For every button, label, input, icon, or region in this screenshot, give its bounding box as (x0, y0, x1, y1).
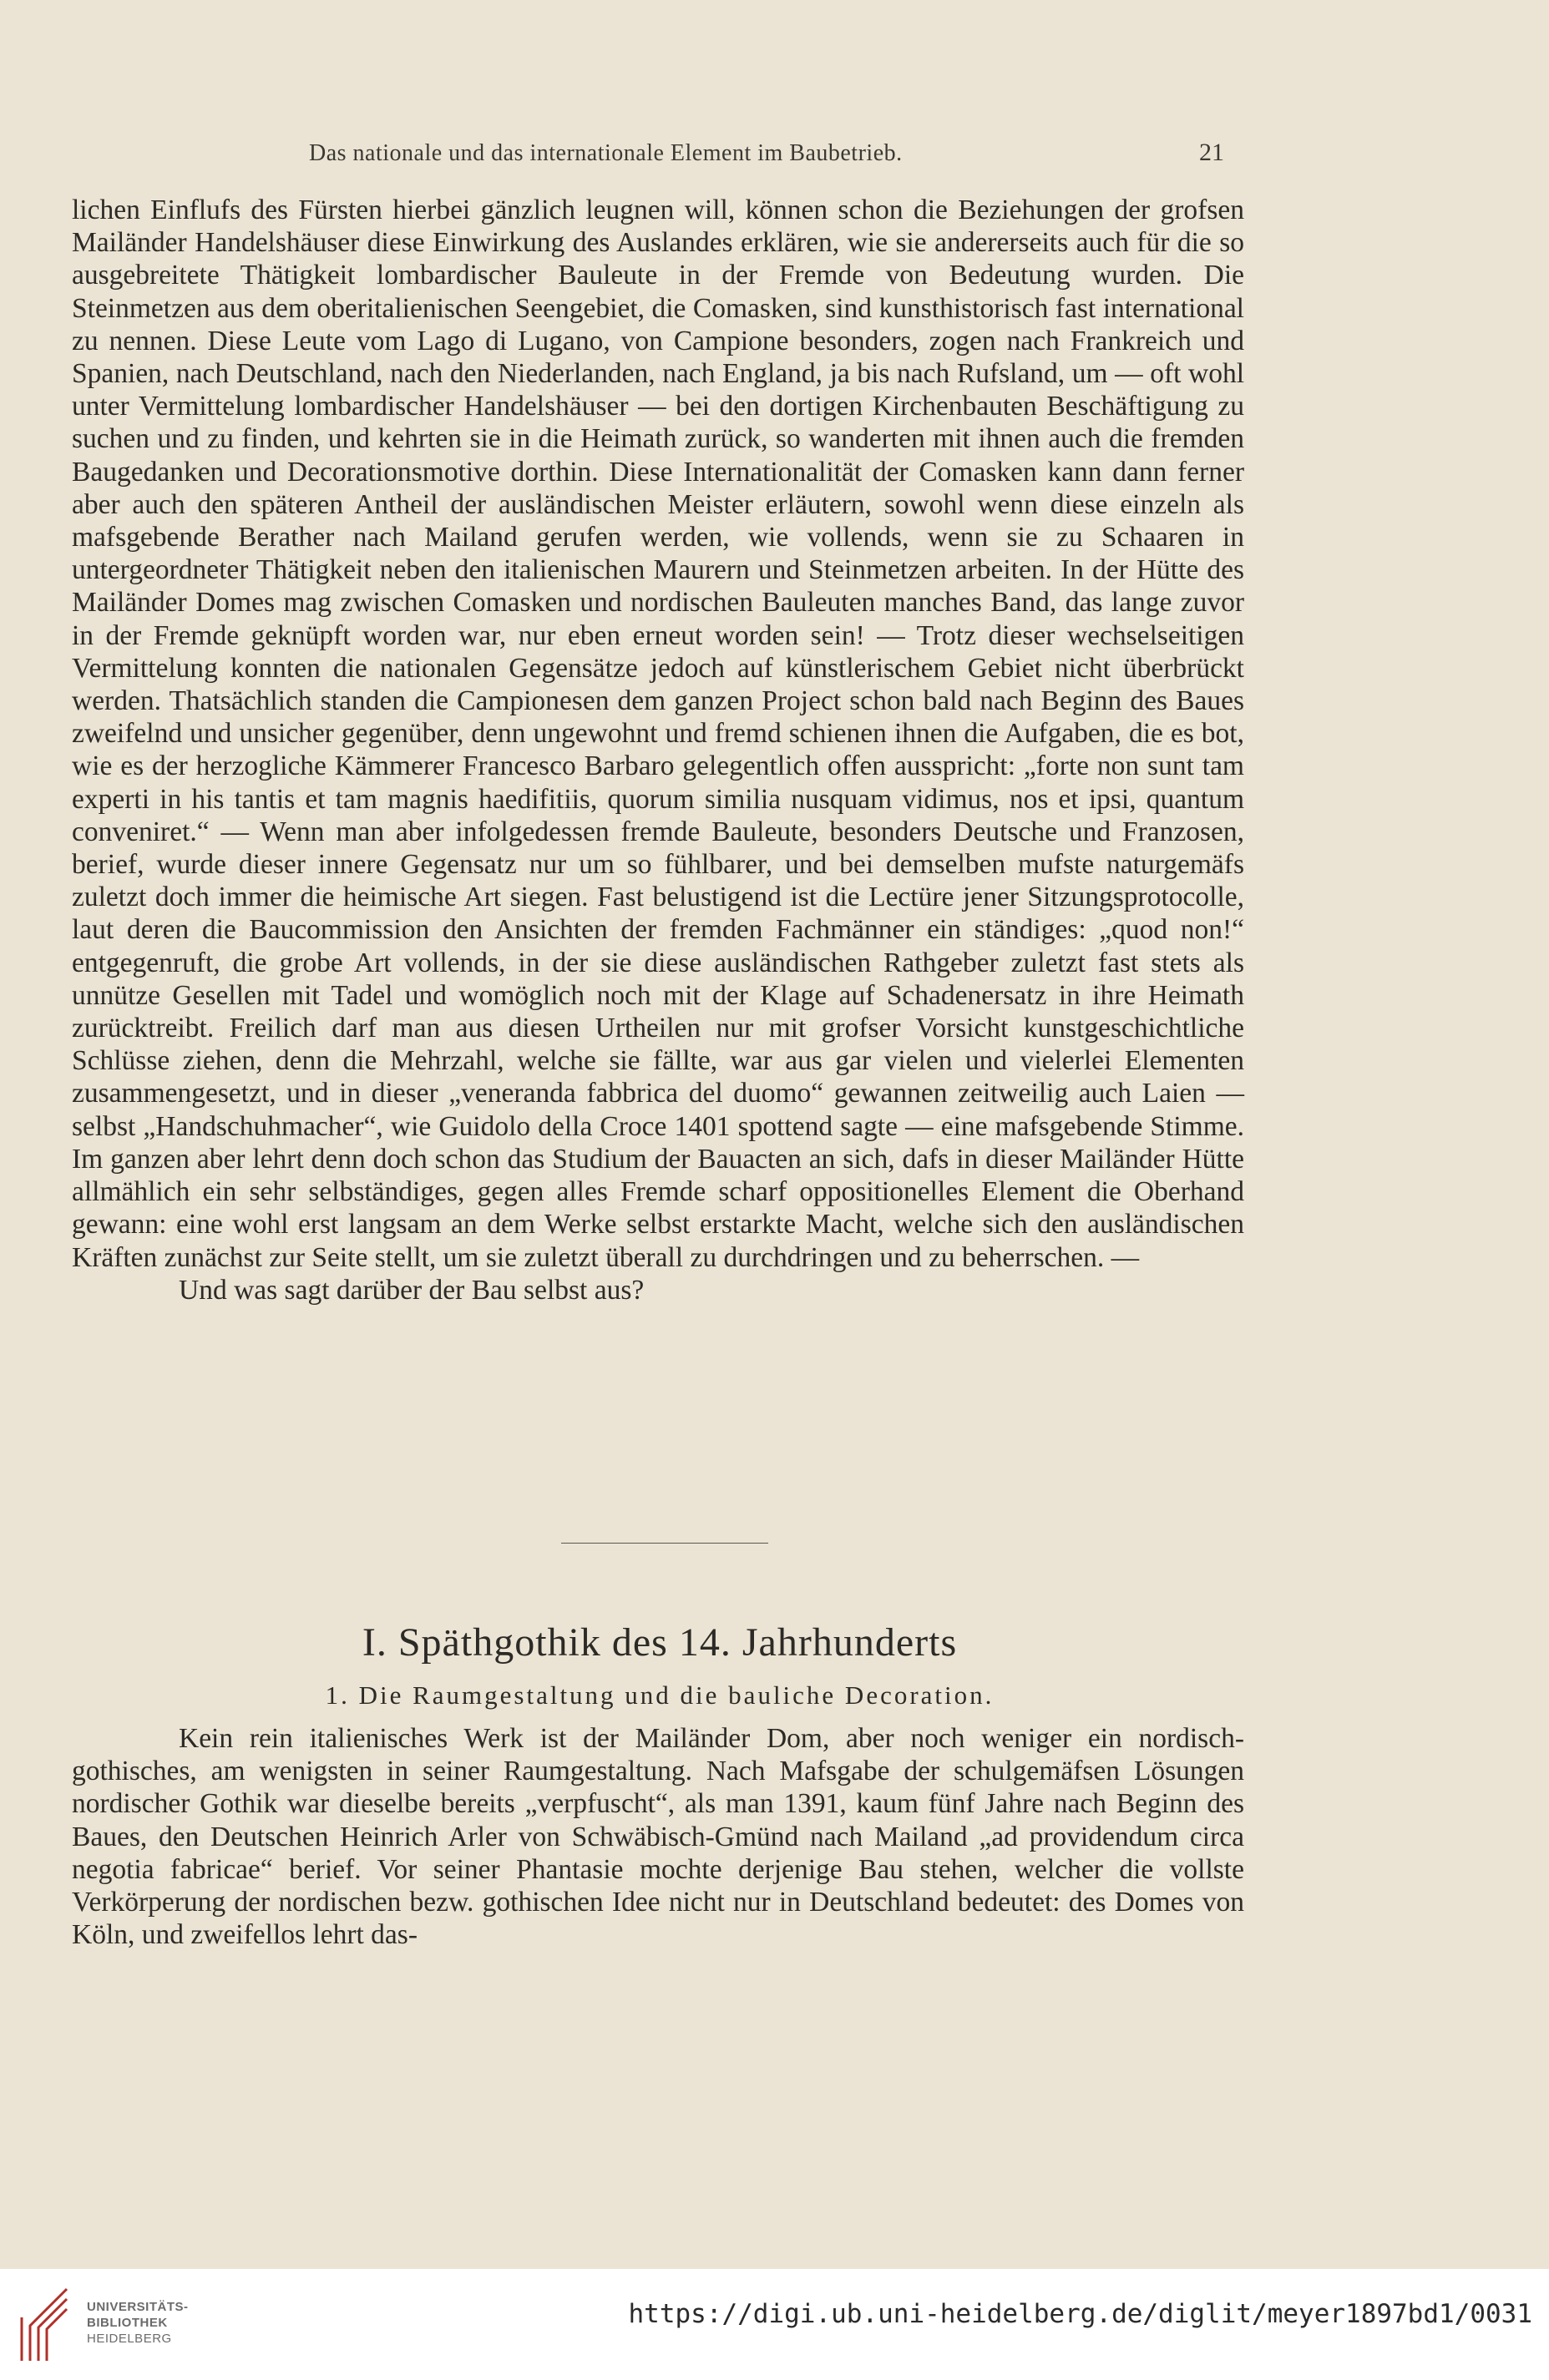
chapter-title: I. Späthgothik des 14. Jahrhunderts (362, 1620, 958, 1665)
section-title: 1. Die Raumgestaltung und die bauliche Decoration. (325, 1680, 995, 1710)
paragraph: Kein rein italienisches Werk ist der Mailänder Dom, aber noch weniger ein nordisch-gothisches, am wenigsten in seiner Raumgestaltung. Nach Mafsgabe der schulgemäfsen Lösungen nordischer Gothik war dieselbe bereits „verpfuscht“, als man 1391, kaum fünf Jahre nach Beginn des Baues, den Deutschen Heinrich Arler von Schwäbisch-Gmünd nach Mailand „ad providendum circa negotia fabricae“ berief. Vor seiner Phantasie mochte derjenige Bau stehen, welcher die vollste Verkörperung der nordischen bezw. gothischen Idee nicht nur in Deutschland bedeutet: des Domes von Köln, und zweifellos lehrt das- (72, 1723, 1244, 1951)
library-name: UNIVERSITÄTS- BIBLIOTHEK HEIDELBERG (87, 2300, 189, 2346)
paragraph: Und was sagt darüber der Bau selbst aus? (179, 1274, 645, 1306)
section-divider (561, 1543, 768, 1544)
library-logo-icon (17, 2284, 73, 2364)
footer-bar (0, 2269, 1549, 2380)
permalink-url[interactable]: https://digi.ub.uni-heidelberg.de/diglit/meyer1897bd1/0031 (628, 2299, 1532, 2329)
running-head: Das nationale und das internationale Element im Baubetrieb. (309, 140, 903, 166)
paragraph: lichen Einflufs des Fürsten hierbei gänzlich leugnen will, können schon die Beziehungen der grofsen Mailänder Handelshäuser diese Einwirkung des Auslandes erklären, wie sie andererseits auch für die so ausgebreitete Thätigkeit lombardischer Bauleute in der Fremde von Bedeutung wurden. Die Steinmetzen aus dem oberitalienischen Seengebiet, die Comasken, sind kunsthistorisch fast international zu nennen. Diese Leute vom Lago di Lugano, von Campione besonders, zogen nach Frankreich und Spanien, nach Deutschland, nach den Niederlanden, nach England, ja bis nach Rufsland, um — oft wohl unter Vermittelung lombardischer Handelshäuser — bei den dortigen Kirchenbauten Beschäftigung zu suchen und zu finden, und kehrten sie in die Heimath zurück, so wanderten mit ihnen auch die fremden Baugedanken und Decorationsmotive dorthin. Diese Internationalität der Comasken kann dann ferner aber auch den späteren Antheil der ausländischen Meister erläutern, sowohl wenn diese einzeln als mafsgebende Berather nach Mailand gerufen werden, wie vollends, wenn sie zu Schaaren in untergeordneter Thätigkeit neben den italienischen Maurern und Steinmetzen arbeiten. In der Hütte des Mailänder Domes mag zwischen Comasken und nordischen Bauleuten manches Band, das lange zuvor in der Fremde geknüpft worden war, nur eben erneut worden sein! — Trotz dieser wechselseitigen Vermittelung konnten die nationalen Gegensätze jedoch auf künstlerischem Gebiet nicht überbrückt werden. Thatsächlich standen die Campionesen dem ganzen Project schon bald nach Beginn des Baues zweifelnd und unsicher gegenüber, denn ungewohnt und fremd schienen ihnen die Aufgaben, die es bot, wie es der herzogliche Kämmerer Francesco Barbaro gelegentlich offen ausspricht: „forte non sunt tam experti in his tantis et tam magnis haedifitiis, quorum similia nusquam vidimus, nos et ipsi, quantum conveniret.“ — Wenn man aber infolgedessen fremde Bauleute, besonders Deutsche und Franzosen, berief, wurde dieser innere Gegensatz nur um so fühlbarer, und bei demselben mufste naturgemäfs zuletzt doch immer die heimische Art siegen. Fast belustigend ist die Lectüre jener Sitzungsprotocolle, laut deren die Baucommission den Ansichten der fremden Fachmänner ein ständiges: „quod non!“ entgegenruft, die grobe Art vollends, in der sie diese ausländischen Rathgeber zuletzt fast stets als unnütze Gesellen mit Tadel und womöglich noch mit der Klage auf Schadenersatz in ihre Heimath zurücktreibt. Freilich darf man aus diesen Urtheilen nur mit grofser Vorsicht kunstgeschichtliche Schlüsse ziehen, denn die Mehrzahl, welche sie fällte, war aus gar vielen und vielerlei Elementen zusammengesetzt, und in dieser „veneranda fabbrica del duomo“ gewannen zeitweilig auch Laien — selbst „Handschuhmacher“, wie Guidolo della Croce 1401 spottend sagte — eine mafsgebende Stimme. Im ganzen aber lehrt denn doch schon das Studium der Bauacten an sich, dafs in dieser Mailänder Hütte allmählich ein sehr selbständiges, gegen alles Fremde scharf oppositionelles Element die Oberhand gewann: eine wohl erst langsam an dem Werke selbst erstarkte Macht, welche sich den ausländischen Kräften zunächst zur Seite stellt, um sie zuletzt überall zu durchdringen und zu beherrschen. — (72, 195, 1244, 1273)
main-text-block (72, 194, 1244, 1306)
section-text-block (72, 1722, 1244, 1951)
page-number: 21 (1199, 139, 1224, 166)
